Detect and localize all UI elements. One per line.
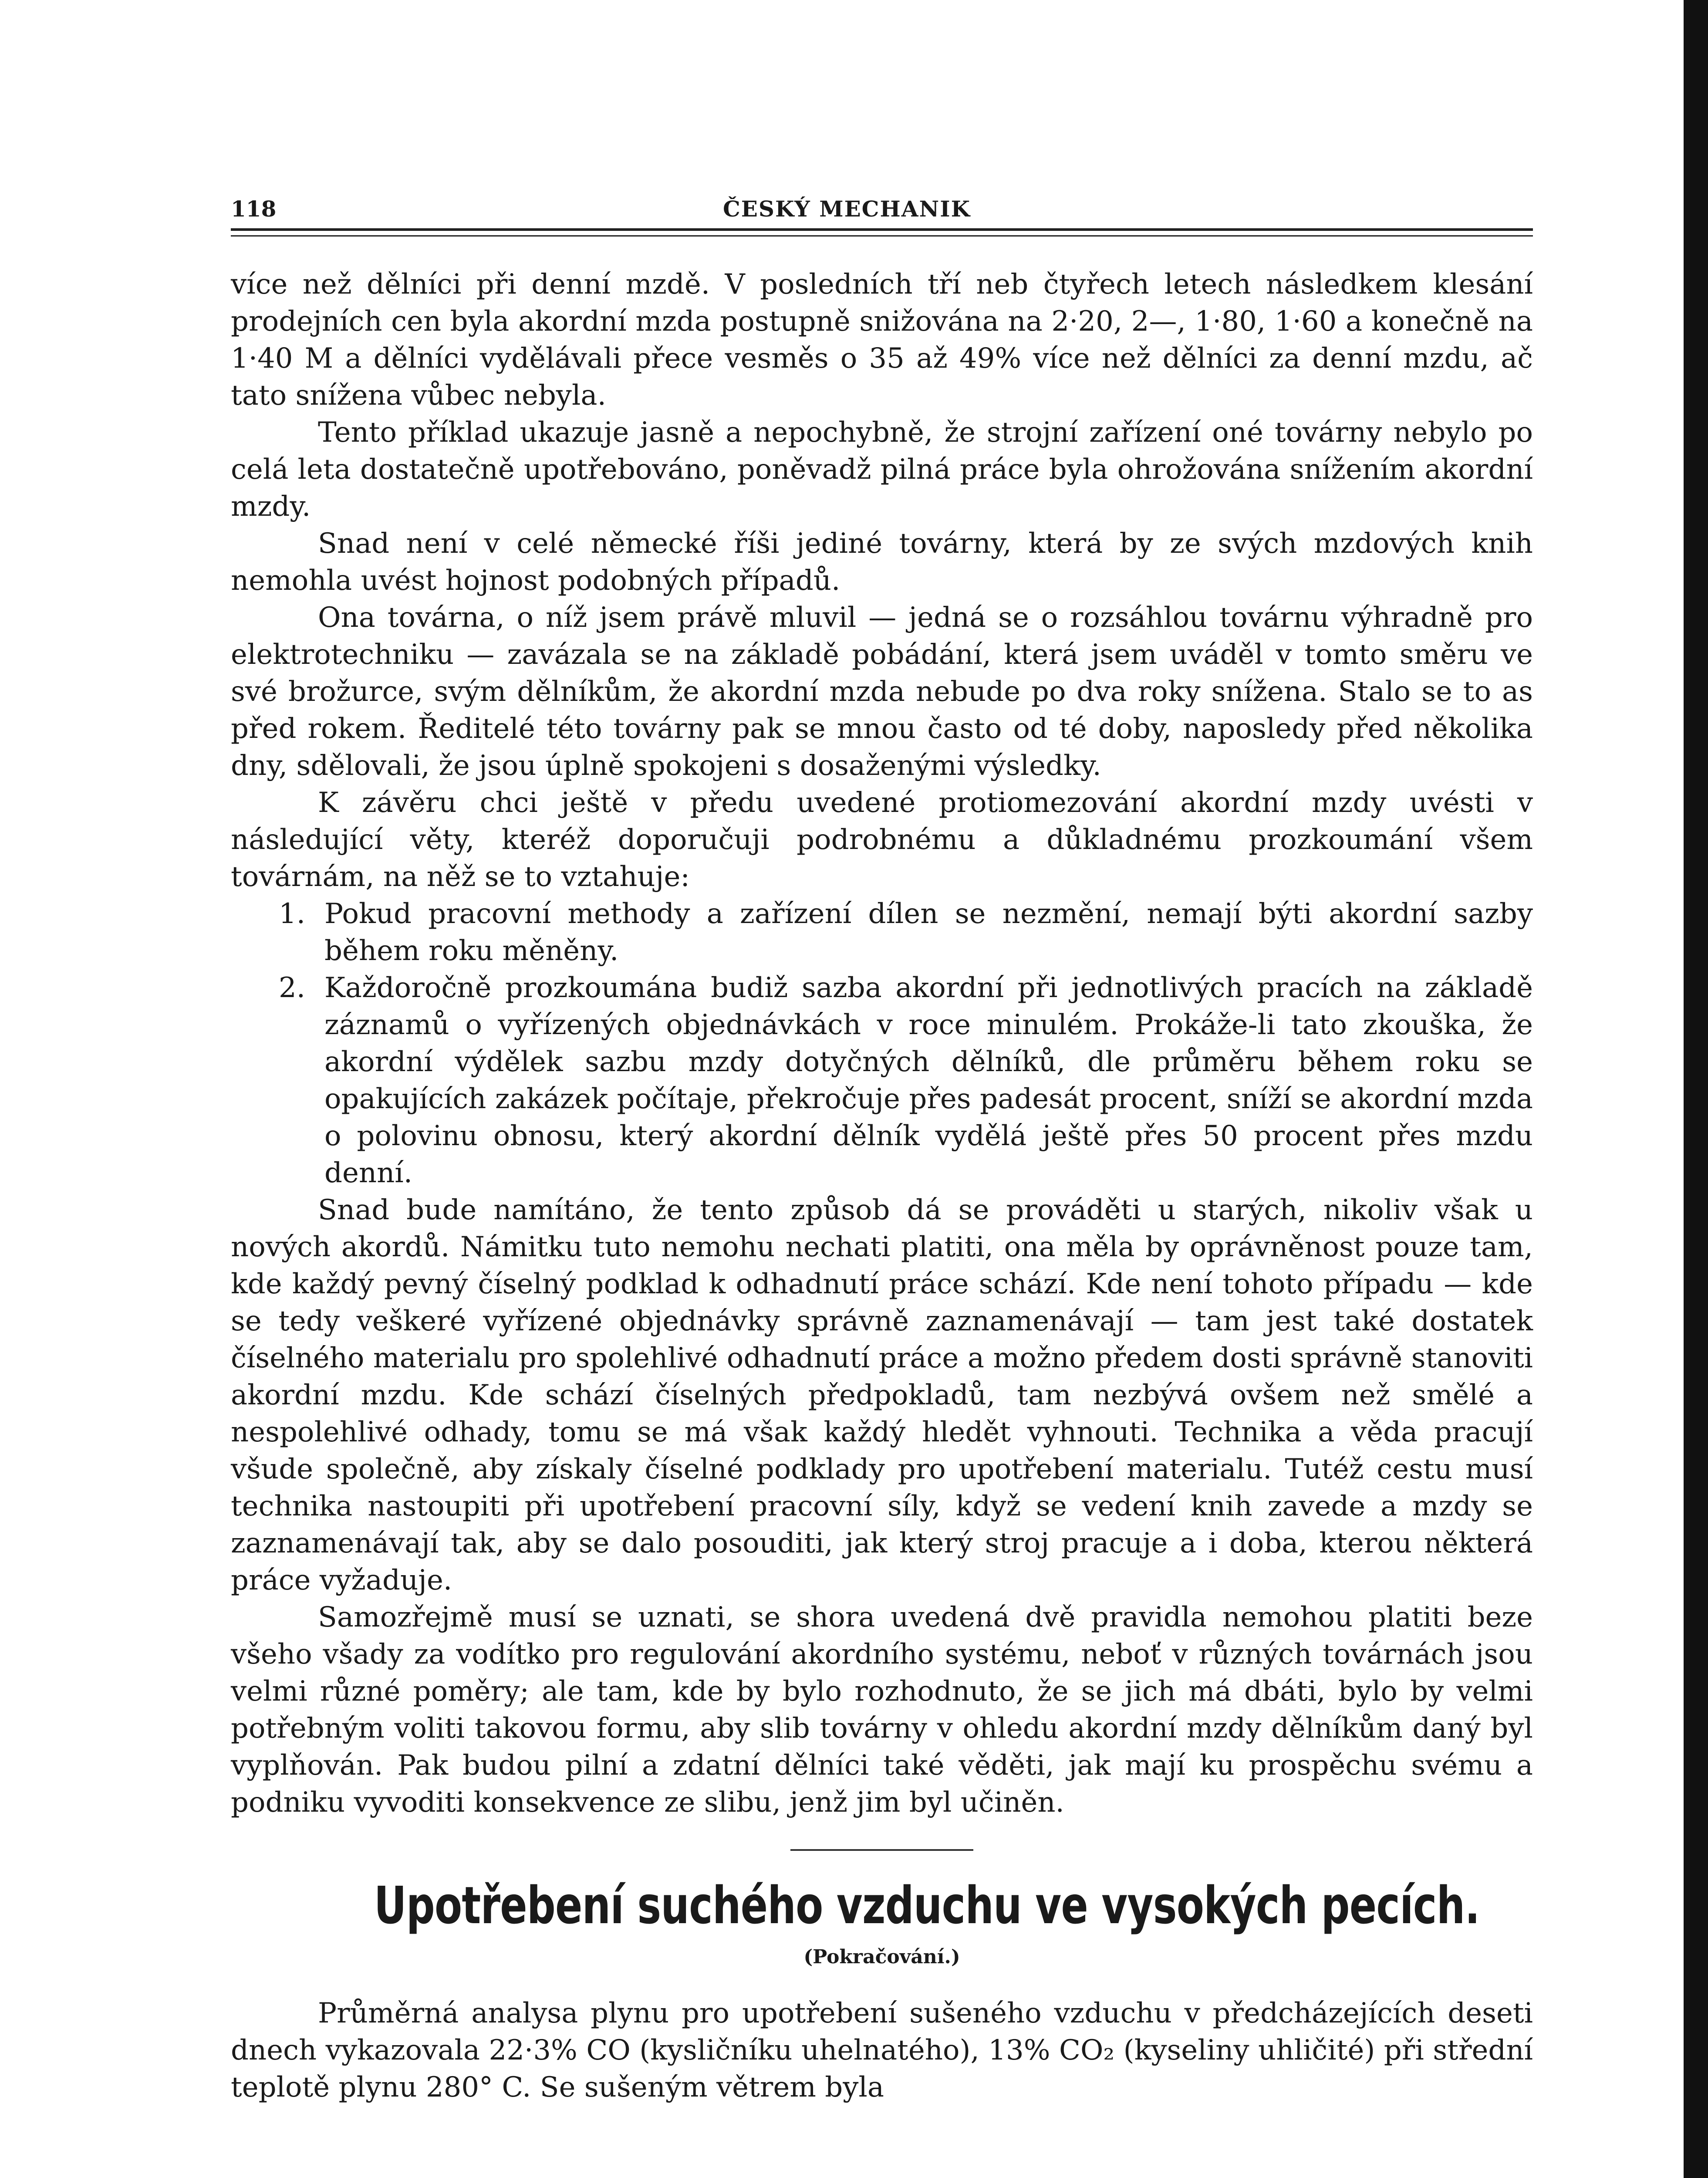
header-rule <box>231 228 1533 237</box>
list-number: 2. <box>279 972 306 1004</box>
paragraph: více než dělníci při denní mzdě. V posledních tří neb čtyřech letech následkem klesání prodejních cen byla akordní mzda postupně snižována na 2·20, 2—, 1·80, 1·60 a konečně na 1·40 M a dělníci vydělávali přece vesměs o 35 až 49% více než dělníci za denní mzdu, ač tato snížena vůbec nebyla. <box>231 268 1533 412</box>
section-title: Upotřebení suchého vzduchu ve vysokých pecích. <box>374 1875 1480 1935</box>
running-title: ČESKÝ MECHANIK <box>723 196 971 222</box>
paragraph: K závěru chci ještě v předu uvedené protiomezování akordní mzdy uvésti v následující věty, kteréž doporučuji podrobnému a důkladnému prozkoumání všem továrnám, na něž se to vztahuje: <box>231 787 1533 893</box>
paragraph: Průměrná analysa plynu pro upotřebení sušeného vzduchu v předcházejících deseti dnech vykazovala 22·3% CO (kysličníku uhelnatého), 13% CO₂ (kyseliny uhličité) při střední teplotě plynu 280° C. Se sušeným větrem byla <box>231 1997 1533 2104</box>
paragraph: Ona továrna, o níž jsem právě mluvil — jedná se o rozsáhlou továrnu výhradně pro elektrotechniku — zavázala se na základě pobádání, která jsem uváděl v tomto směru ve své brožurce, svým dělníkům, že akordní mzda nebude po dva roky snížena. Stalo se to as před rokem. Ředitelé této továrny pak se mnou často od té doby, naposledy před několika dny, sdělovali, že jsou úplně spokojeni s dosaženými výsledky. <box>231 602 1533 782</box>
rules-list <box>231 896 1533 1192</box>
paragraph: Snad bude namítáno, že tento způsob dá se prováděti u starých, nikoliv však u nových akordů. Námitku tuto nemohu nechati platiti, ona měla by oprávněnost pouze tam, kde každý pevný číselný podklad k odhadnutí práce schází. Kde není tohoto případu — kde se tedy veškeré vyřízené objednávky správně zaznamenávají — tam jest také dostatek číselného materialu pro spolehlivé odhadnutí práce a možno předem dosti správně stanoviti akordní mzdu. Kde schází číselných předpokladů, tam nezbývá ovšem než smělé a nespolehlivé odhady, tomu se má však každý hledět vyhnouti. Technika a věda pracují všude společně, aby získaly číselné podklady pro upotřebení materialu. Tutéž cestu musí technika nastoupiti při upotřebení pracovní síly, když se vedení knih zavede a mzdy se zaznamenávají tak, aby se dalo posouditi, jak který stroj pracuje a i doba, kterou některá práce vyžaduje. <box>231 1194 1533 1596</box>
page <box>231 187 1533 2106</box>
paragraph: Tento příklad ukazuje jasně a nepochybně, že strojní zařízení oné továrny nebylo po celá leta dostatečně upotřebováno, poněvadž pilná práce byla ohrožována snížením akordní mzdy. <box>231 416 1533 523</box>
list-text: Pokud pracovní methody a zařízení dílen se nezmění, nemají býti akordní sazby během roku měněny. <box>324 898 1533 967</box>
section-subtitle: (Pokračování.) <box>803 1946 960 1968</box>
scan-edge-bar <box>1684 0 1708 2178</box>
paragraph: Snad není v celé německé říši jediné továrny, která by ze svých mzdových knih nemohla uvést hojnost podobných případů. <box>231 528 1533 597</box>
page-number: 118 <box>231 196 277 222</box>
list-number: 1. <box>279 898 306 930</box>
paragraph: Samozřejmě musí se uznati, se shora uvedená dvě pravidla nemohou platiti beze všeho všady za vodítko pro regulování akordního systému, neboť v různých továrnách jsou velmi různé poměry; ale tam, kde by bylo rozhodnuto, že se jich má dbáti, bylo by velmi potřebným voliti takovou formu, aby slib továrny v ohledu akordní mzdy dělníkům daný byl vyplňován. Pak budou pilní a zdatní dělníci také věděti, jak mají ku prospěchu svému a podniku vyvoditi konsekvence ze slibu, jenž jim byl učiněn. <box>231 1601 1533 1819</box>
list-text: Každoročně prozkoumána budiž sazba akordní při jednotlivých pracích na základě záznamů o vyřízených objednávkách v roce minulém. Prokáže-li tato zkouška, že akordní výdělek sazbu mzdy dotyčných dělníků, dle průměru během roku se opakujících zakázek počítaje, překročuje přes padesát procent, sníží se akordní mzda o polovinu obnosu, který akordní dělník vydělá ještě přes 50 procent přes mzdu denní. <box>324 972 1533 1189</box>
section-body <box>231 1995 1533 2106</box>
page-header <box>231 187 1533 227</box>
list-item <box>231 896 1533 970</box>
list-item <box>231 970 1533 1192</box>
section-divider <box>790 1849 973 1851</box>
article-body <box>231 266 1533 1821</box>
